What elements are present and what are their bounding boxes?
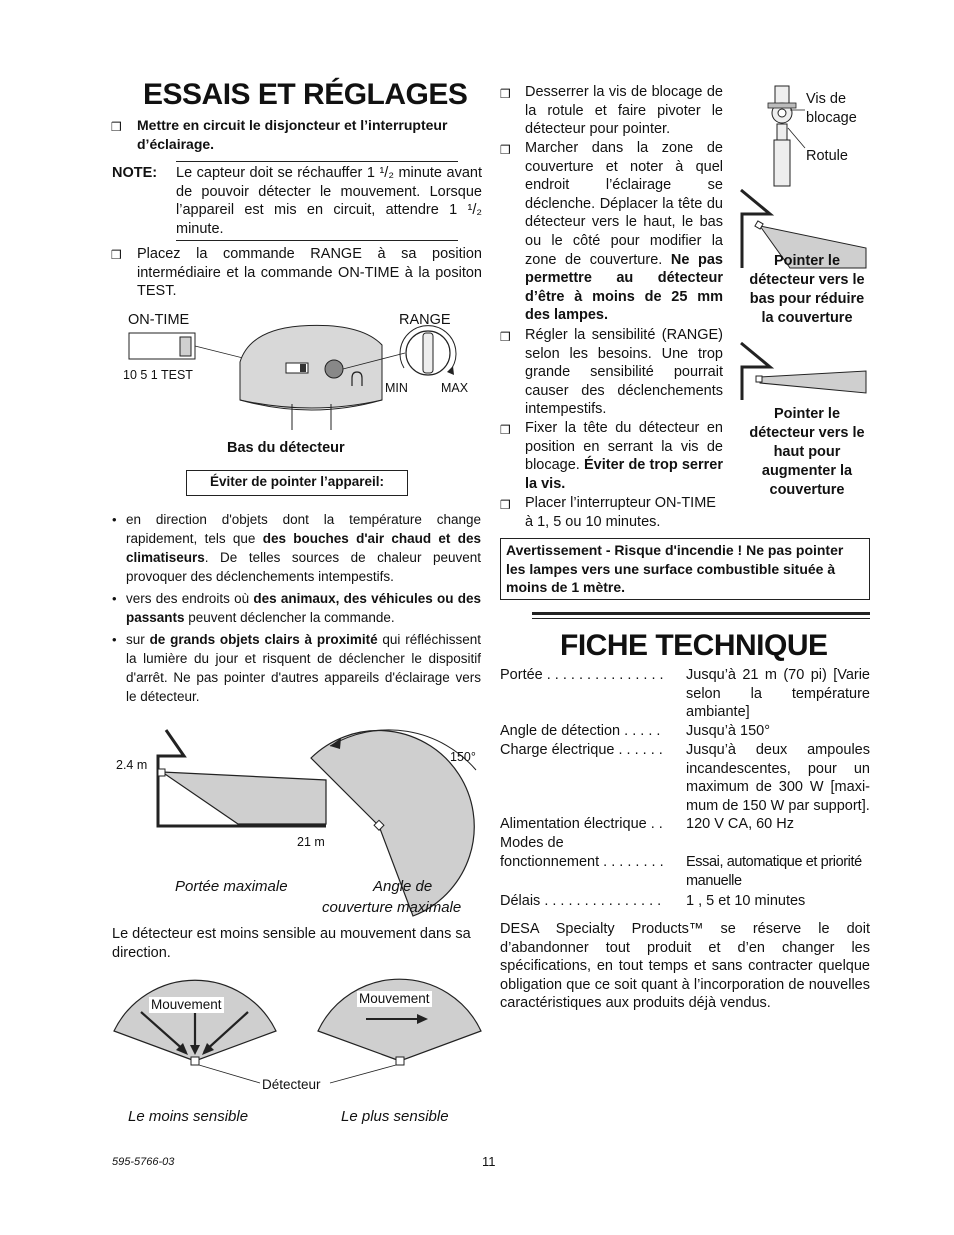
step-2: Placez la commande RANGE à sa position intermédiaire et la commande ON-TIME à la positon TEST.: [137, 246, 482, 300]
step-6: Fixer la tête du détecteur en position en serrant la vis de blocage. Éviter de trop serrer la vis.: [525, 420, 723, 492]
fire-warning-box: Avertissement - Risque d'incendie ! Ne pas pointer les lampes vers une surface combustible située à moins de 1 mètre.: [500, 538, 870, 600]
height-label: 2.4 m: [116, 758, 148, 772]
checkbox-icon: ❒: [111, 248, 122, 262]
bullet-2: vers des endroits où des animaux, des véhicules ou des passants peuvent déclencher la commande.: [126, 591, 481, 625]
ontime-label: ON-TIME: [128, 312, 190, 328]
part-number: 595-5766-03: [112, 1156, 175, 1168]
distance-label: 21 m: [297, 835, 325, 849]
screw-label-2: blocage: [806, 110, 857, 126]
spec-rule-thick: [532, 612, 870, 615]
caption-angle-1: Angle de: [373, 878, 433, 895]
ontime-scale: 10 5 1 TEST: [123, 368, 193, 382]
section-title-fiche: FICHE TECHNIQUE: [560, 629, 828, 662]
bullet-icon: •: [112, 512, 117, 527]
checkbox-icon: ❒: [500, 87, 511, 101]
caption-less-sensitive: Le moins sensible: [128, 1108, 249, 1125]
step-1: Mettre en circuit le disjoncteur et l’interrupteur d’éclairage.: [137, 117, 448, 152]
checkbox-icon: ❒: [111, 120, 122, 134]
caption-angle-2: couverture maximale: [322, 899, 462, 916]
angle-label: 150°: [450, 750, 476, 764]
caption-point-up: Pointer le détecteur vers le haut pour augmenter la couverture: [749, 406, 865, 498]
disclaimer: DESA Specialty Products™ se réserve le doit d’abandonner tout produit et d’en changer les spécifications, en tout temps et sans contracter quelque obligation que ce soit quant à l’incorporation de nouvelles caractéristiques aux produits déjà vendus.: [500, 921, 870, 1012]
screw-label-1: Vis de: [806, 91, 847, 107]
caption-portee: Portée maximale: [175, 878, 288, 895]
step-4: Marcher dans la zone de couverture et noter à quel endroit l’éclairage se déclenche. Déplacer la tête du détecteur vers le haut, le bas ou le côté pour modifier la zone de couverture. Ne pas permettre au détecteur d’être à moins de 25 mm des lampes.: [525, 140, 723, 324]
sensitivity-text: Le détecteur est moins sensible au mouvement dans sa direction.: [112, 926, 471, 961]
step-3: Desserrer la vis de blocage de la rotule et faire pivoter le détecteur pour pointer.: [525, 84, 723, 138]
spec-table: Portée . . . . . . . . . . . . . . . Jusqu’à 21 m (70 pi) [Varie selon la température ambiante] Angle de détection . . . . . Jusqu’à 150° Charge électrique . . . . . . Jusqu’à deux ampoules incandescentes, pour un maximum de 300 W [maxi-mum de 150 W par support]. Alimentation électrique . . 120 V CA, 60 Hz Modes de fonctionnement . . . . . . . . Essai, automatique et priorité manuelle Délais . . . . . . . . . . . . . . . 1 , 5 et 10 minutes: [500, 667, 870, 909]
detecteur-label: Détecteur: [262, 1077, 321, 1092]
caption-more-sensitive: Le plus sensible: [341, 1108, 449, 1125]
note-label: NOTE:: [112, 165, 158, 181]
caption-point-down: Pointer le détecteur vers le bas pour réduire la couverture: [749, 253, 865, 326]
step-7: Placer l’interrupteur ON-TIME à 1, 5 ou 10 minutes.: [525, 495, 716, 530]
checkbox-icon: ❒: [500, 330, 511, 344]
bullet-3: sur de grands objets clairs à proximité qui réfléchissent la lumière du jour et risquent de déclencher le dispositif d'arrêt. Ne pas pointer d'autres appareils d'éclairage vers le détecteur.: [126, 632, 481, 704]
range-label: RANGE: [399, 312, 451, 328]
checkbox-icon: ❒: [500, 143, 511, 157]
checkbox-icon: ❒: [500, 498, 511, 512]
avoid-box: Éviter de pointer l’appareil:: [186, 470, 408, 496]
note-text: Le capteur doit se réchauffer 1 ¹/₂ minute avant de pouvoir détecter le mouvement. Lorsque l’appareil est mis en circuit, attendre 1 ¹/₂ minute.: [176, 165, 482, 237]
rotule-label: Rotule: [806, 148, 848, 164]
spec-rule-thin: [532, 618, 870, 619]
bullet-icon: •: [112, 591, 117, 606]
figure-caption-bottom: Bas du détecteur: [227, 440, 345, 456]
bullet-icon: •: [112, 632, 117, 647]
step-5: Régler la sensibilité (RANGE) selon les besoins. Une trop grande sensibilité pourrait causer des déclenchements intempestifs.: [525, 327, 723, 418]
bullet-1: en direction d'objets dont la température change rapidement, tels que des bouches d'air chaud et des climatiseurs. De telles sources de chaleur peuvent provoquer des déclenchements intempestifs.: [126, 512, 481, 584]
range-min: MIN: [385, 381, 408, 395]
section-title-essais: ESSAIS ET RÉGLAGES: [143, 78, 468, 111]
page-number: 11: [482, 1154, 496, 1169]
mouvement-label-right: Mouvement: [359, 991, 430, 1006]
range-max: MAX: [441, 381, 469, 395]
checkbox-icon: ❒: [500, 423, 511, 437]
mouvement-label-left: Mouvement: [151, 997, 222, 1012]
